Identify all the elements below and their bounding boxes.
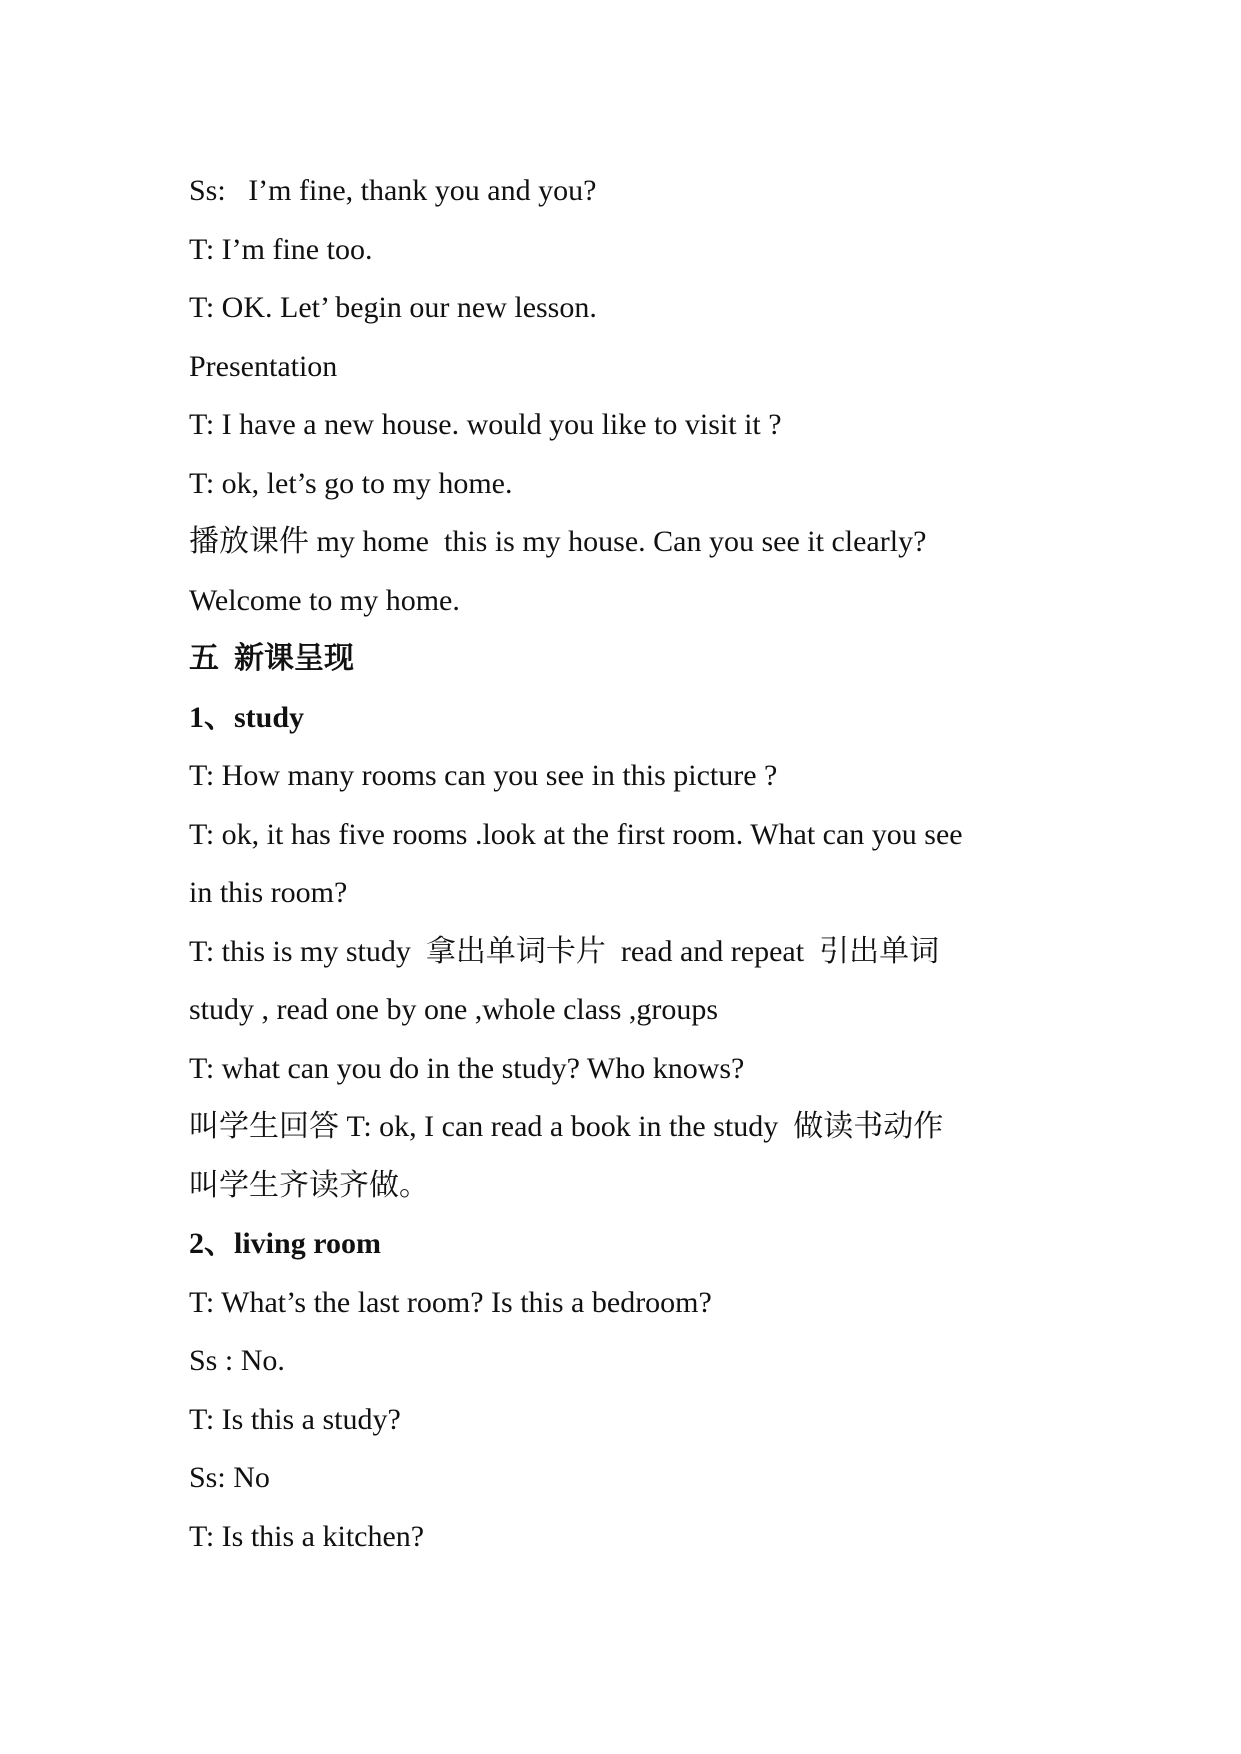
subsection-heading: 1、study — [189, 700, 305, 734]
dialogue-line: T: what can you do in the study? Who knows? — [189, 1051, 745, 1085]
subsection-heading: 2、living room — [189, 1227, 381, 1260]
instruction-line: study , read one by one ,whole class ,groups — [189, 993, 719, 1026]
dialogue-line: T: I have a new house. would you like to visit it ? — [189, 408, 782, 441]
dialogue-line: T: How many rooms can you see in this picture ? — [189, 759, 778, 792]
dialogue-line: T: ok, it has five rooms .look at the first room. What can you see — [189, 817, 963, 851]
section-heading: 五 新课呈现 — [189, 642, 354, 675]
instruction-line: 叫学生齐读齐做。 — [189, 1168, 429, 1202]
dialogue-line: T: What’s the last room? Is this a bedroom? — [189, 1285, 712, 1319]
dialogue-line: Welcome to my home. — [189, 583, 460, 617]
instruction-line: 播放课件 my home this is my house. Can you see it clearly? — [189, 525, 927, 558]
dialogue-line: Ss : No. — [189, 1344, 285, 1377]
dialogue-line: T: OK. Let’ begin our new lesson. — [189, 291, 597, 324]
instruction-line: 叫学生回答 T: ok, I can read a book in the study 做读书动作 — [189, 1110, 944, 1143]
instruction-line: T: this is my study 拿出单词卡片 read and repeat 引出单词 — [189, 934, 940, 968]
document-body — [189, 162, 1069, 1566]
dialogue-line: Ss: No — [189, 1461, 270, 1494]
dialogue-line: T: Is this a kitchen? — [189, 1519, 425, 1553]
dialogue-line: in this room? — [189, 876, 348, 909]
section-label: Presentation — [189, 349, 338, 383]
dialogue-line: T: Is this a study? — [189, 1402, 401, 1436]
dialogue-line: T: I’m fine too. — [189, 232, 373, 266]
dialogue-line: T: ok, let’s go to my home. — [189, 466, 513, 500]
dialogue-line: Ss: I’m fine, thank you and you? — [189, 174, 597, 207]
